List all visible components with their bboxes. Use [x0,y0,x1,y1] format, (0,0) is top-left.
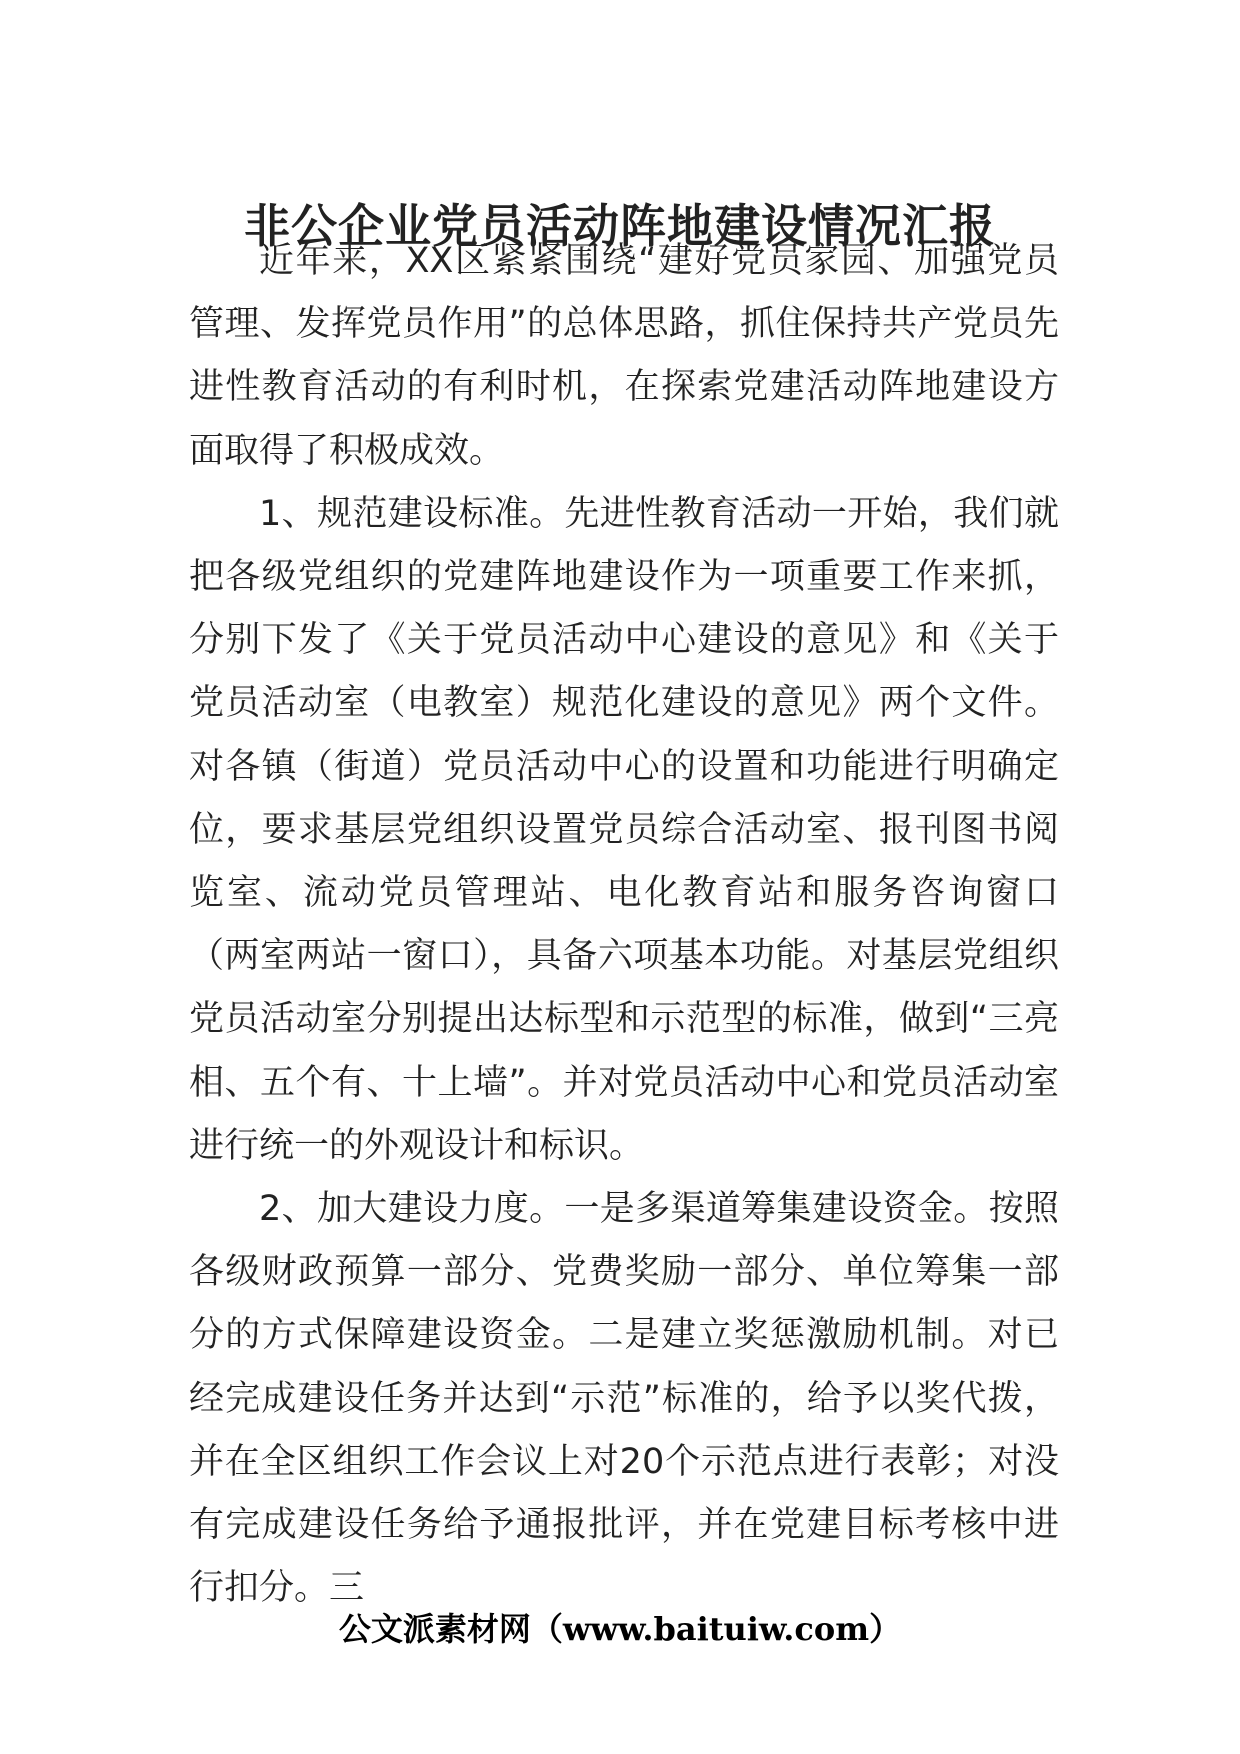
document-body [189,230,1059,1620]
paragraph-intro: 近年来，XX区紧紧围绕“建好党员家园、加强党员管理、发挥党员作用”的总体思路，抓住保持共产党员先进性教育活动的有利时机，在探索党建活动阵地建设方面取得了积极成效。 [189,241,1059,471]
paragraph-efforts: 2、加大建设力度。一是多渠道筹集建设资金。按照各级财政预算一部分、党费奖励一部分、单位筹集一部分的方式保障建设资金。二是建立奖惩激励机制。对已经完成建设任务并达到“示范”标准的，给予以奖代拨，并在全区组织工作会议上对20个示范点进行表彰；对没有完成建设任务给予通报批评，并在党建目标考核中进行扣分。三 [189,1189,1059,1609]
footer-watermark: 公文派素材网（www.baituiw.com） [338,1610,902,1648]
document-title: 非公企业党员活动阵地建设情况汇报 [244,198,996,253]
paragraph-standards: 1、规范建设标准。先进性教育活动一开始，我们就把各级党组织的党建阵地建设作为一项重要工作来抓，分别下发了《关于党员活动中心建设的意见》和《关于党员活动室（电教室）规范化建设的意见》两个文件。对各镇（街道）党员活动中心的设置和功能进行明确定位，要求基层党组织设置党员综合活动室、报刊图书阅览室、流动党员管理站、电化教育站和服务咨询窗口（两室两站一窗口），具备六项基本功能。对基层党组织党员活动室分别提出达标型和示范型的标准，做到“三亮相、五个有、十上墙”。并对党员活动中心和党员活动室进行统一的外观设计和标识。 [189,493,1059,1166]
